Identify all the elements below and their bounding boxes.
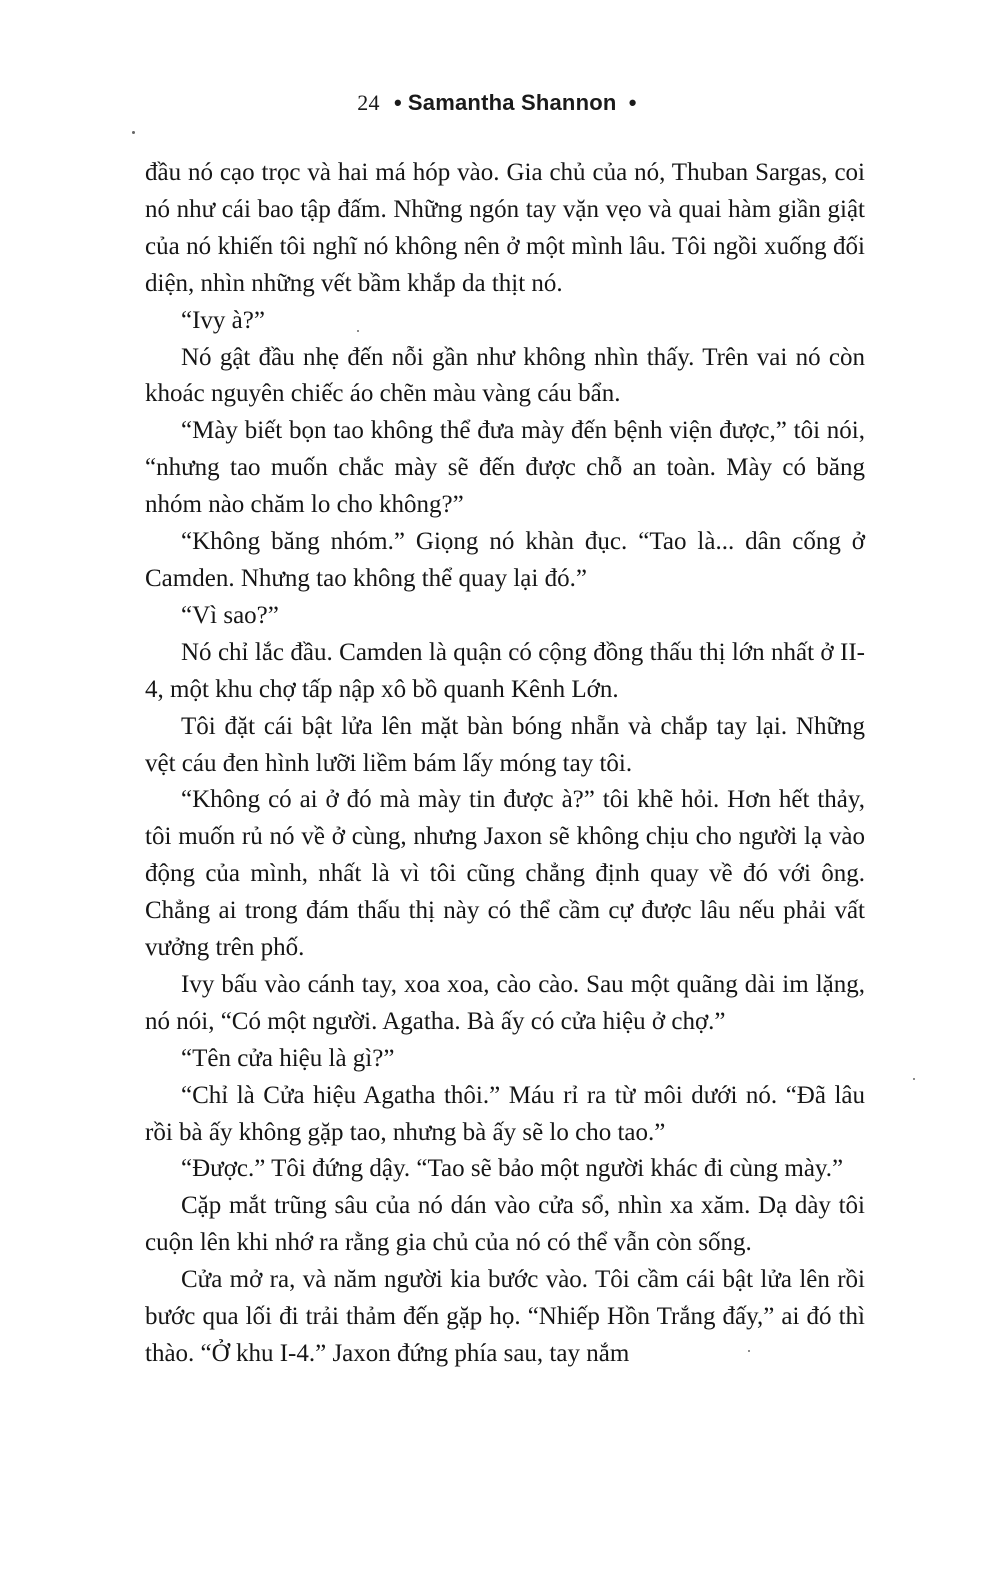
running-header <box>0 90 1000 116</box>
paragraph: “Mày biết bọn tao không thể đưa mày đến bệnh viện được,” tôi nói, “nhưng tao muốn chắc mày sẽ đến được chỗ an toàn. Mày có băng nhóm nào chăm lo cho không?” <box>145 417 865 519</box>
scan-speck <box>357 330 359 332</box>
header-bullet-trailing: • <box>628 90 637 115</box>
paragraph: đầu nó cạo trọc và hai má hóp vào. Gia chủ của nó, Thuban Sargas, coi nó như cái bao tập đấm. Những ngón tay vặn vẹo và quai hàm giần giật của nó khiến tôi nghĩ nó không nên ở một mình lâu. Tôi ngồi xuống đối diện, nhìn những vết bầm khắp da thịt nó. <box>145 159 865 297</box>
header-bullet: • <box>394 90 402 115</box>
paragraph: Cặp mắt trũng sâu của nó dán vào cửa sổ, nhìn xa xăm. Dạ dày tôi cuộn lên khi nhớ ra rằng gia chủ của nó có thể vẫn còn sống. <box>145 1192 865 1257</box>
paragraph: “Chỉ là Cửa hiệu Agatha thôi.” Máu rỉ ra từ môi dưới nó. “Đã lâu rồi bà ấy không gặp tao, nhưng bà ấy sẽ lo cho tao.” <box>145 1081 865 1146</box>
paragraph: “Không băng nhóm.” Giọng nó khàn đục. “Tao là... dân cống ở Camden. Nhưng tao không thể quay lại đó.” <box>145 528 865 592</box>
page-number: 24 <box>357 90 380 115</box>
body-text <box>145 155 865 1373</box>
scan-speck <box>913 1078 915 1080</box>
author-name: Samantha Shannon <box>407 90 617 115</box>
paragraph: Ivy bấu vào cánh tay, xoa xoa, cào cào. Sau một quãng dài im lặng, nó nói, “Có một người. Agatha. Bà ấy có cửa hiệu ở chợ.” <box>145 970 865 1035</box>
paragraph: “Được.” Tôi đứng dậy. “Tao sẽ bảo một người khác đi cùng mày.” <box>181 1155 844 1183</box>
paragraph: “Không có ai ở đó mà mày tin được à?” tôi khẽ hỏi. Hơn hết thảy, tôi muốn rủ nó về ở cùng, nhưng Jaxon sẽ không chịu cho người lạ vào động của mình, nhất là vì tôi cũng chẳng định quay về đó với ông. Chẳng ai trong đám thấu thị này có thể cầm cự được lâu nếu phải vất vưởng trên phố. <box>145 786 865 962</box>
paragraph: Nó chỉ lắc đầu. Camden là quận có cộng đồng thấu thị lớn nhất ở II-4, một khu chợ tấp nập xô bồ quanh Kênh Lớn. <box>145 638 865 703</box>
paragraph: “Ivy à?” <box>181 306 265 334</box>
scan-speck <box>748 1350 750 1352</box>
scan-speck <box>132 131 135 134</box>
paragraph: “Vì sao?” <box>181 601 279 629</box>
paragraph: “Tên cửa hiệu là gì?” <box>181 1044 395 1072</box>
paragraph: Cửa mở ra, và năm người kia bước vào. Tôi cầm cái bật lửa lên rồi bước qua lối đi trải thảm đến gặp họ. “Nhiếp Hồn Trắng đấy,” ai đó thì thào. “Ở khu I-4.” Jaxon đứng phía sau, tay nắm <box>145 1266 865 1367</box>
paragraph: Nó gật đầu nhẹ đến nỗi gần như không nhìn thấy. Trên vai nó còn khoác nguyên chiếc áo chẽn màu vàng cáu bẩn. <box>145 343 865 408</box>
paragraph: Tôi đặt cái bật lửa lên mặt bàn bóng nhẵn và chắp tay lại. Những vệt cáu đen hình lưỡi liềm bám lấy móng tay tôi. <box>145 712 865 777</box>
